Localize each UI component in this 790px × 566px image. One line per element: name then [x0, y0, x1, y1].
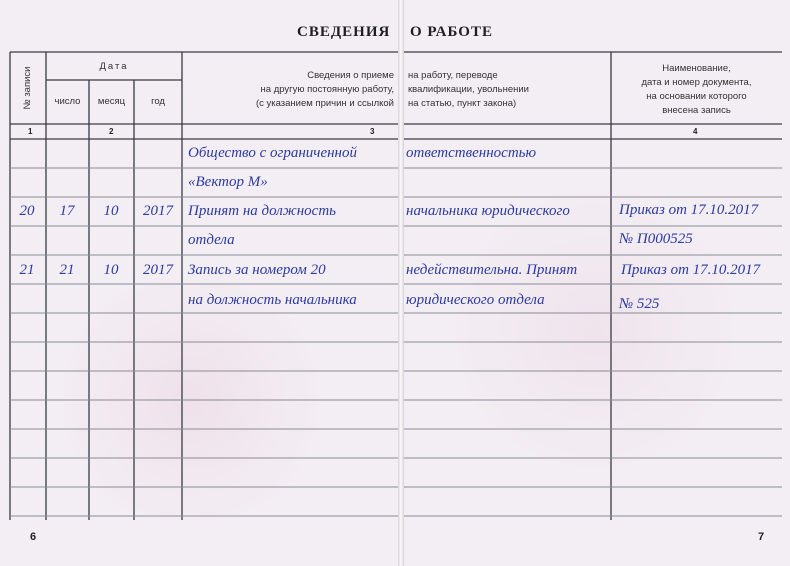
- header-info-right-3: на статью, пункт закона): [408, 98, 517, 109]
- entry-text: ответственностью: [406, 145, 537, 161]
- header-month: месяц: [97, 96, 126, 107]
- header-info-right-2: квалификации, увольнении: [408, 84, 529, 95]
- entry-text: начальника юридического: [406, 203, 570, 219]
- entry-month: 10: [103, 203, 119, 219]
- column-number-2: 2: [109, 127, 114, 136]
- column-number-1: 1: [28, 127, 33, 136]
- entry-text: Общество с ограниченной: [188, 145, 357, 161]
- header-info-left-2: на другую постоянную работу,: [260, 84, 394, 95]
- entry-text: недействительна. Принят: [406, 262, 578, 278]
- header-info-left-1: Сведения о приеме: [307, 70, 394, 81]
- entry-document: Приказ от 17.10.2017: [619, 202, 759, 218]
- entry-text: Запись за номером 20: [188, 262, 326, 278]
- entry-text: «Вектор М»: [188, 174, 268, 190]
- entry-record-number: 20: [19, 203, 35, 219]
- entry-year: 2017: [143, 203, 173, 219]
- header-date: Дата: [99, 61, 129, 72]
- header-document-4: внесена запись: [662, 105, 731, 116]
- entry-day: 17: [59, 203, 75, 219]
- header-info-right-1: на работу, переводе: [408, 70, 498, 81]
- page-title-right: О РАБОТЕ: [410, 24, 493, 40]
- entry-document: № 525: [619, 296, 660, 312]
- entry-text: отдела: [188, 232, 235, 248]
- header-record-number: № записи: [22, 66, 33, 110]
- page-number-left: 6: [30, 531, 37, 543]
- entry-text: юридического отдела: [406, 292, 545, 308]
- header-document-1: Наименование,: [662, 63, 731, 74]
- column-number-3: 3: [370, 127, 375, 136]
- entry-document: № П000525: [619, 231, 693, 247]
- column-number-4: 4: [693, 127, 698, 136]
- entry-text: на должность начальника: [188, 292, 357, 308]
- entry-document: Приказ от 17.10.2017: [621, 262, 761, 278]
- header-day: число: [54, 96, 81, 107]
- entry-month: 10: [103, 262, 119, 278]
- entry-year: 2017: [143, 262, 173, 278]
- entry-day: 21: [59, 262, 75, 278]
- header-document-3: на основании которого: [646, 91, 747, 102]
- page-number-right: 7: [758, 531, 765, 543]
- page-title-left: СВЕДЕНИЯ: [297, 24, 391, 40]
- header-document-2: дата и номер документа,: [641, 77, 752, 88]
- entry-record-number: 21: [19, 262, 35, 278]
- header-info-left-3: (с указанием причин и ссылкой: [255, 98, 394, 109]
- entry-text: Принят на должность: [188, 203, 336, 219]
- header-year: год: [151, 96, 165, 107]
